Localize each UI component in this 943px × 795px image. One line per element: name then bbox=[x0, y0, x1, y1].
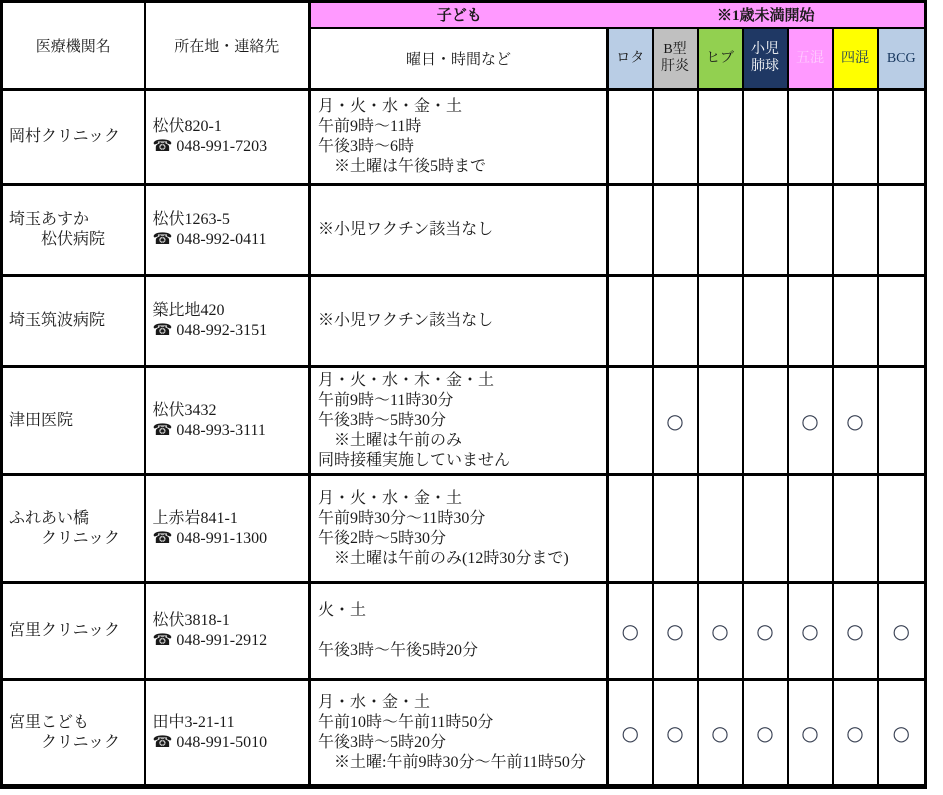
facility-row bbox=[2, 680, 926, 787]
vaccine-mark-cell bbox=[653, 276, 698, 367]
circle-mark: ○ bbox=[756, 720, 774, 745]
text-lines bbox=[9, 411, 144, 431]
schedule-cell bbox=[310, 367, 608, 475]
text-line: クリニック bbox=[9, 733, 121, 751]
text-line: 午前10時〜午前11時50分 bbox=[318, 713, 494, 731]
text-line: 岡村クリニック bbox=[9, 128, 121, 145]
text-line: ※土曜は午前のみ bbox=[318, 431, 463, 449]
vaccine-mark-cell bbox=[788, 583, 833, 680]
text-line: 午後3時〜午後5時20分 bbox=[318, 642, 479, 659]
text-lines bbox=[9, 713, 144, 753]
text-line: ※土曜は午後5時まで bbox=[318, 158, 487, 175]
header-group-child: 子ども bbox=[310, 2, 608, 28]
address-cell bbox=[145, 583, 310, 680]
text-line bbox=[318, 621, 606, 641]
circle-mark: ○ bbox=[621, 619, 639, 643]
vaccine-mark-cell bbox=[878, 90, 926, 185]
text-line: ☎ 048-992-3151 bbox=[152, 322, 268, 339]
vaccine-mark-cell bbox=[743, 90, 788, 185]
vaccine-mark-cell bbox=[698, 583, 743, 680]
text-line: ☎ 048-991-1300 bbox=[152, 529, 268, 547]
text-line: 月・火・水・金・土 bbox=[318, 489, 463, 507]
header-vaccine-0 bbox=[608, 28, 653, 90]
vaccine-label-line: BCG bbox=[886, 50, 916, 66]
circle-mark: ○ bbox=[666, 408, 684, 433]
vaccine-mark-cell bbox=[788, 475, 833, 583]
text-line: ☎ 048-991-2912 bbox=[152, 632, 268, 649]
header-vaccine-6 bbox=[878, 28, 926, 90]
text-line: 松伏3818-1 bbox=[152, 612, 230, 629]
vaccine-mark-cell bbox=[608, 276, 653, 367]
text-line: ☎ 048-992-0411 bbox=[152, 231, 267, 248]
text-line: ☎ 048-991-7203 bbox=[152, 138, 268, 155]
vaccine-mark-cell bbox=[878, 475, 926, 583]
text-lines bbox=[153, 117, 309, 157]
text-line: 月・火・水・金・土 bbox=[318, 98, 463, 115]
vaccine-mark-cell bbox=[653, 367, 698, 475]
schedule-cell bbox=[310, 185, 608, 276]
text-line: 月・火・水・木・金・土 bbox=[318, 371, 495, 389]
text-line: 松伏1263-5 bbox=[152, 211, 230, 228]
facility-name-cell bbox=[2, 90, 145, 185]
facility-name-cell bbox=[2, 475, 145, 583]
vaccine-mark-cell bbox=[743, 367, 788, 475]
address-cell bbox=[145, 680, 310, 787]
text-line: 月・水・金・土 bbox=[318, 693, 431, 711]
text-lines bbox=[153, 301, 309, 341]
vaccine-mark-cell bbox=[608, 680, 653, 787]
facility-name-cell bbox=[2, 680, 145, 787]
schedule-cell bbox=[310, 680, 608, 787]
vaccine-mark-cell bbox=[743, 185, 788, 276]
vaccine-mark-cell bbox=[743, 475, 788, 583]
circle-mark: ○ bbox=[892, 720, 910, 745]
vaccine-mark-cell bbox=[878, 680, 926, 787]
address-cell bbox=[145, 185, 310, 276]
vaccine-mark-cell bbox=[788, 90, 833, 185]
schedule-cell bbox=[310, 276, 608, 367]
text-line: 午後2時〜5時30分 bbox=[318, 529, 447, 547]
facility-name-cell bbox=[2, 276, 145, 367]
text-lines bbox=[153, 713, 309, 753]
vaccine-mark-cell bbox=[743, 680, 788, 787]
circle-mark: ○ bbox=[711, 720, 729, 745]
facility-name-cell bbox=[2, 185, 145, 276]
vaccine-mark-cell bbox=[833, 475, 878, 583]
text-line: ☎ 048-993-3111 bbox=[152, 421, 266, 439]
text-line: 宮里クリニック bbox=[9, 622, 121, 639]
text-line: 埼玉あすか bbox=[9, 211, 90, 228]
vaccine-label-line: 小児 bbox=[751, 42, 779, 58]
facility-row bbox=[2, 583, 926, 680]
vaccine-mark-cell bbox=[833, 185, 878, 276]
facility-row bbox=[2, 367, 926, 475]
vaccine-mark-cell bbox=[878, 367, 926, 475]
text-line: 午後3時〜5時20分 bbox=[318, 733, 447, 751]
vaccine-mark-cell bbox=[743, 583, 788, 680]
facility-row bbox=[2, 90, 926, 185]
vaccine-mark-cell bbox=[608, 475, 653, 583]
circle-mark: ○ bbox=[892, 619, 910, 643]
text-lines bbox=[9, 210, 144, 250]
vaccine-mark-cell bbox=[608, 185, 653, 276]
vaccine-mark-cell bbox=[833, 90, 878, 185]
text-line: 午後3時〜5時30分 bbox=[318, 411, 447, 429]
text-line: 午前9時〜11時30分 bbox=[318, 391, 454, 409]
text-line: 同時接種実施していません bbox=[318, 451, 511, 469]
address-cell bbox=[145, 90, 310, 185]
vaccine-mark-cell bbox=[698, 185, 743, 276]
circle-mark: ○ bbox=[801, 408, 819, 433]
schedule-cell bbox=[310, 583, 608, 680]
vaccine-mark-cell bbox=[878, 276, 926, 367]
vaccine-label-line: ロタ bbox=[616, 50, 645, 66]
text-line: 松伏3432 bbox=[152, 401, 217, 419]
header-vaccine-4 bbox=[788, 28, 833, 90]
header-address-contact: 所在地・連絡先 bbox=[145, 2, 310, 90]
circle-mark: ○ bbox=[666, 720, 684, 745]
text-line: 築比地420 bbox=[152, 302, 225, 319]
vaccine-mark-cell bbox=[878, 583, 926, 680]
header-facility-name: 医療機関名 bbox=[2, 2, 145, 90]
text-lines bbox=[318, 693, 606, 773]
text-lines bbox=[9, 127, 144, 147]
circle-mark: ○ bbox=[801, 720, 819, 745]
text-line: 松伏820-1 bbox=[152, 118, 222, 135]
text-lines bbox=[153, 509, 309, 549]
vaccine-label-line: ヒブ bbox=[706, 50, 734, 66]
vaccine-mark-cell bbox=[698, 90, 743, 185]
circle-mark: ○ bbox=[711, 619, 729, 643]
text-line: 津田医院 bbox=[9, 411, 74, 429]
text-lines bbox=[153, 401, 309, 441]
facility-name-cell bbox=[2, 583, 145, 680]
text-lines bbox=[318, 311, 606, 331]
header-vaccine-3 bbox=[743, 28, 788, 90]
vaccine-mark-cell bbox=[788, 185, 833, 276]
schedule-cell bbox=[310, 90, 608, 185]
text-lines bbox=[318, 220, 606, 240]
text-lines bbox=[318, 489, 606, 569]
vaccine-mark-cell bbox=[698, 475, 743, 583]
text-line: クリニック bbox=[9, 529, 121, 547]
circle-mark: ○ bbox=[756, 619, 774, 643]
facility-row bbox=[2, 475, 926, 583]
text-line: 上赤岩841-1 bbox=[152, 509, 238, 527]
vaccine-mark-cell bbox=[653, 185, 698, 276]
text-line: 田中3-21-11 bbox=[152, 713, 235, 731]
vaccine-mark-cell bbox=[788, 367, 833, 475]
vaccine-mark-cell bbox=[608, 583, 653, 680]
text-line: 火・土 bbox=[318, 602, 367, 619]
vaccine-mark-cell bbox=[608, 90, 653, 185]
vaccine-mark-cell bbox=[833, 583, 878, 680]
text-line: 松伏病院 bbox=[9, 231, 106, 248]
text-lines bbox=[153, 611, 309, 651]
vaccine-label-line: 肝炎 bbox=[661, 59, 689, 75]
circle-mark: ○ bbox=[846, 408, 864, 433]
vaccine-mark-cell bbox=[878, 185, 926, 276]
vaccine-mark-cell bbox=[833, 680, 878, 787]
text-lines bbox=[153, 210, 309, 250]
vaccine-mark-cell bbox=[653, 90, 698, 185]
vaccine-mark-cell bbox=[743, 276, 788, 367]
text-line: 宮里こども bbox=[9, 713, 90, 731]
text-lines bbox=[318, 97, 606, 177]
vaccine-label-line: B型 bbox=[663, 42, 687, 58]
vaccine-label-line: 肺球 bbox=[751, 59, 779, 75]
circle-mark: ○ bbox=[801, 619, 819, 643]
header-vaccine-1 bbox=[653, 28, 698, 90]
vaccine-mark-cell bbox=[653, 583, 698, 680]
group-header-row bbox=[2, 2, 926, 28]
text-line: 午前9時30分〜11時30分 bbox=[318, 509, 486, 527]
vaccine-mark-cell bbox=[608, 367, 653, 475]
vaccine-mark-cell bbox=[698, 367, 743, 475]
vaccine-mark-cell bbox=[788, 276, 833, 367]
vaccine-mark-cell bbox=[833, 367, 878, 475]
circle-mark: ○ bbox=[666, 619, 684, 643]
address-cell bbox=[145, 475, 310, 583]
circle-mark: ○ bbox=[846, 720, 864, 745]
vaccine-mark-cell bbox=[698, 276, 743, 367]
address-cell bbox=[145, 367, 310, 475]
schedule-cell bbox=[310, 475, 608, 583]
text-line: ※小児ワクチン該当なし bbox=[318, 221, 494, 238]
header-vaccine-5 bbox=[833, 28, 878, 90]
address-cell bbox=[145, 276, 310, 367]
circle-mark: ○ bbox=[621, 720, 639, 745]
vaccine-mark-cell bbox=[698, 680, 743, 787]
text-lines bbox=[318, 371, 606, 471]
facility-row bbox=[2, 276, 926, 367]
header-schedule: 曜日・時間など bbox=[310, 28, 608, 90]
vaccine-mark-cell bbox=[833, 276, 878, 367]
text-line: ふれあい橋 bbox=[9, 509, 90, 527]
vaccine-mark-cell bbox=[788, 680, 833, 787]
circle-mark: ○ bbox=[846, 619, 864, 643]
vaccine-label-line: 四混 bbox=[841, 50, 869, 66]
text-line: 午前9時〜11時 bbox=[318, 118, 422, 135]
text-line: ※土曜は午前のみ(12時30分まで) bbox=[318, 549, 569, 567]
vaccine-label-line: 五混 bbox=[796, 50, 824, 66]
vaccine-mark-cell bbox=[653, 680, 698, 787]
text-lines bbox=[318, 601, 606, 661]
text-line: ※土曜:午前9時30分〜午前11時50分 bbox=[318, 753, 586, 771]
text-line: ☎ 048-991-5010 bbox=[152, 733, 268, 751]
header-group-under-one-year: ※1歳未満開始 bbox=[608, 2, 926, 28]
header-vaccine-2 bbox=[698, 28, 743, 90]
text-line: 午後3時〜6時 bbox=[318, 138, 415, 155]
text-lines bbox=[9, 621, 144, 641]
text-line: 埼玉筑波病院 bbox=[9, 312, 106, 329]
facility-name-cell bbox=[2, 367, 145, 475]
text-lines bbox=[9, 509, 144, 549]
vaccine-mark-cell bbox=[653, 475, 698, 583]
facility-row bbox=[2, 185, 926, 276]
text-lines bbox=[9, 311, 144, 331]
text-line: ※小児ワクチン該当なし bbox=[318, 312, 494, 329]
